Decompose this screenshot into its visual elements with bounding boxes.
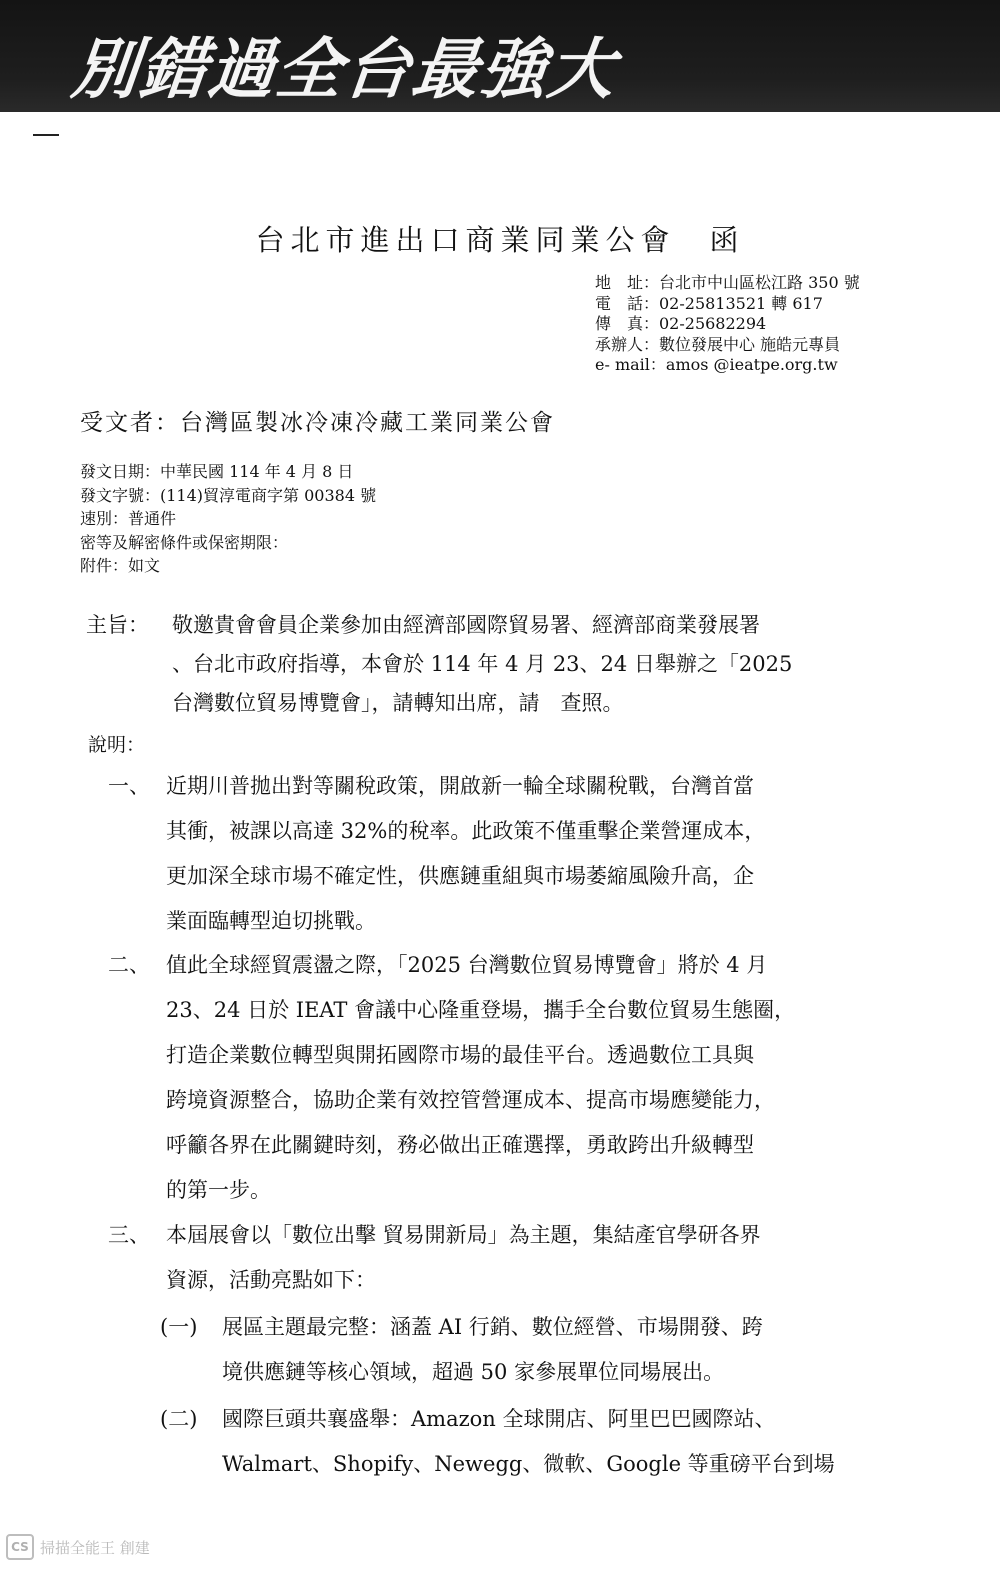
contact-phone: 電 話：02-25813521 轉 617 [595,293,823,313]
contact-email: e- mail：amos @ieatpe.org.tw [595,355,838,374]
letter-title [0,222,1000,258]
sub-item-number: (二) [160,1407,198,1431]
item-line: 打造企業數位轉型與開拓國際市場的最佳平台。透過數位工具與 [166,1043,754,1067]
issue-number: 發文字號：(114)貿淳電商字第 00384 號 [80,485,377,505]
meta-block [80,460,376,578]
sub-item-line: 境供應鏈等核心領域，超過 50 家參展單位同場展出。 [222,1360,725,1384]
explanation-label: 說明： [88,734,146,756]
sub-item-2 [108,1397,906,1487]
letter-org: 台北市進出口商業同業公會 [255,223,676,257]
subject-line: 敬邀貴會會員企業參加由經濟部國際貿易署、經濟部商業發展署 [172,613,760,637]
item-number: 一、 [108,774,150,798]
sub-item-1 [108,1305,906,1395]
scanner-watermark [6,1532,150,1562]
item-line: 呼籲各界在此關鍵時刻，務必做出正確選擇，勇敢跨出升級轉型 [166,1133,754,1157]
recipient-line: 受文者：台灣區製冰冷凍冷藏工業同業公會 [80,410,555,436]
sub-item-line: 展區主題最完整：涵蓋 AI 行銷、數位經營、市場開發、跨 [222,1315,763,1339]
item-line: 23、24 日於 IEAT 會議中心隆重登場，攜手全台數位貿易生態圈， [166,998,796,1022]
subject-label: 主旨： [86,613,149,637]
explanation-item-1 [108,764,906,944]
secrecy-level: 密等及解密條件或保密期限： [80,532,289,552]
banner-headline: 別錯過全台最強大 [68,31,621,108]
camscanner-logo-icon: CS [6,1534,34,1560]
item-line: 本屆展會以「數位出擊 貿易開新局」為主題，集結產官學研各界 [166,1223,761,1247]
sub-item-line: Walmart、Shopify、Newegg、微軟、Google 等重磅平台到場 [222,1452,835,1476]
item-line: 資源，活動亮點如下： [166,1268,376,1292]
sub-item-line: 國際巨頭共襄盛舉：Amazon 全球開店、阿里巴巴國際站、 [222,1407,776,1431]
letter-type: 函 [709,223,745,257]
item-number: 二、 [108,953,150,977]
contact-fax: 傳 真：02-25682294 [595,314,767,333]
item-line: 近期川普拋出對等關稅政策，開啟新一輪全球關稅戰，台灣首當 [166,774,754,798]
subject-line: 台灣數位貿易博覽會」，請轉知出席，請 查照。 [172,691,624,715]
item-line: 跨境資源整合，協助企業有效控管營運成本、提高市場應變能力， [166,1088,775,1112]
item-line: 其衝，被課以高達 32%的稅率。此政策不僅重擊企業營運成本， [166,819,766,843]
issue-date: 發文日期：中華民國 114 年 4 月 8 日 [80,462,354,481]
page-mark-dash [33,134,59,136]
sub-item-number: (一) [160,1315,198,1339]
subject-section [86,606,992,723]
item-line: 值此全球經貿震盪之際，「2025 台灣數位貿易博覽會」將於 4 月 [166,953,768,977]
attachment-line: 附件：如文 [80,556,161,575]
contact-address: 地 址：台北市中山區松江路 350 號 [595,273,860,292]
contact-block [595,273,860,376]
watermark-text: 掃描全能王 創建 [40,1538,150,1557]
promo-banner [0,0,1000,112]
explanation-item-3 [108,1213,906,1303]
item-line: 的第一步。 [166,1178,271,1202]
item-number: 三、 [108,1223,150,1247]
subject-line: 、台北市政府指導，本會於 114 年 4 月 23、24 日舉辦之「2025 [172,652,793,676]
item-line: 業面臨轉型迫切挑戰。 [166,909,376,933]
explanation-item-2 [108,943,906,1213]
explanation-items [108,764,906,1487]
speed-class: 速別：普通件 [80,509,177,528]
item-line: 更加深全球市場不確定性，供應鏈重組與市場萎縮風險升高，企 [166,864,754,888]
contact-handler: 承辦人：數位發展中心 施皓元專員 [595,334,841,354]
